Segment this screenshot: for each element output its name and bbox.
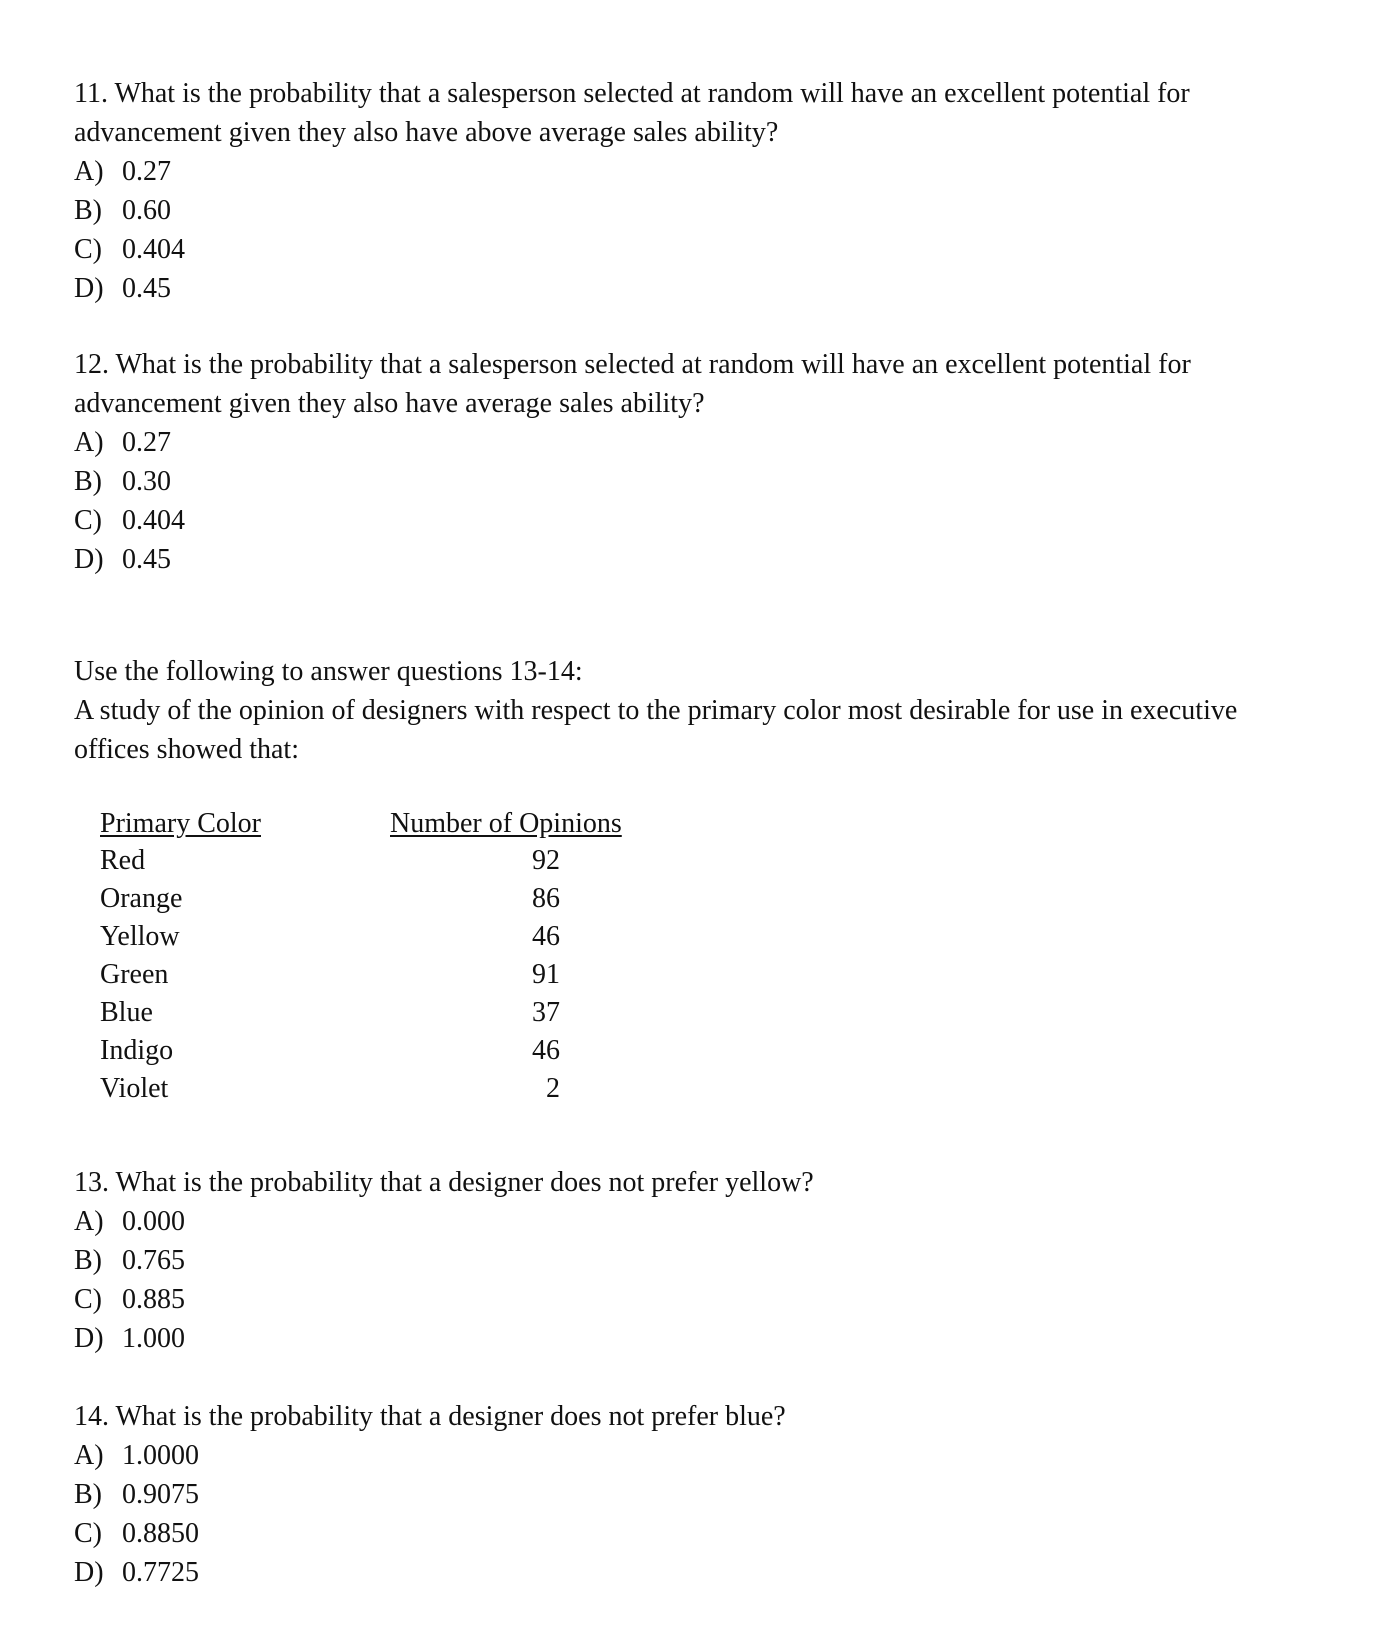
question-11 <box>74 74 1334 308</box>
question-12-option-c[interactable]: C) 0.404 <box>74 505 185 536</box>
question-13-option-d[interactable]: D) 1.000 <box>74 1323 185 1354</box>
question-12-option-d[interactable]: D) 0.45 <box>74 544 171 575</box>
question-13-option-a[interactable]: A) 0.000 <box>74 1206 185 1237</box>
question-14-text: 14. What is the probability that a designer does not prefer blue? <box>74 1401 786 1432</box>
question-14-option-c[interactable]: C) 0.8850 <box>74 1518 199 1549</box>
question-14-option-b[interactable]: B) 0.9075 <box>74 1479 199 1510</box>
question-11-option-c[interactable]: C) 0.404 <box>74 234 185 265</box>
header-primary-color: Primary Color <box>100 808 261 839</box>
question-14 <box>74 1397 1334 1592</box>
question-12-text: 12. What is the probability that a salesperson selected at random will have an excellent potential for advancement given they also have average sales ability? <box>74 349 1191 419</box>
question-11-option-d[interactable]: D) 0.45 <box>74 273 171 304</box>
question-12 <box>74 345 1334 579</box>
question-13-option-b[interactable]: B) 0.765 <box>74 1245 185 1276</box>
question-12-option-b[interactable]: B) 0.30 <box>74 466 171 497</box>
question-13-text: 13. What is the probability that a designer does not prefer yellow? <box>74 1167 814 1198</box>
question-11-option-a[interactable]: A) 0.27 <box>74 156 171 187</box>
question-13-option-c[interactable]: C) 0.885 <box>74 1284 185 1315</box>
question-11-text: 11. What is the probability that a salesperson selected at random will have an excellent potential for advancement given they also have above average sales ability? <box>74 78 1190 148</box>
question-14-option-d[interactable]: D) 0.7725 <box>74 1557 199 1588</box>
header-number-of-opinions: Number of Opinions <box>390 808 622 839</box>
question-14-option-a[interactable]: A) 1.0000 <box>74 1440 199 1471</box>
context-heading: Use the following to answer questions 13-14: <box>74 656 583 687</box>
question-11-option-b[interactable]: B) 0.60 <box>74 195 171 226</box>
question-12-option-a[interactable]: A) 0.27 <box>74 427 171 458</box>
question-13 <box>74 1163 1334 1358</box>
context-description: A study of the opinion of designers with respect to the primary color most desirable for use in executive offices showed that: <box>74 695 1238 765</box>
shared-context <box>74 652 1304 769</box>
